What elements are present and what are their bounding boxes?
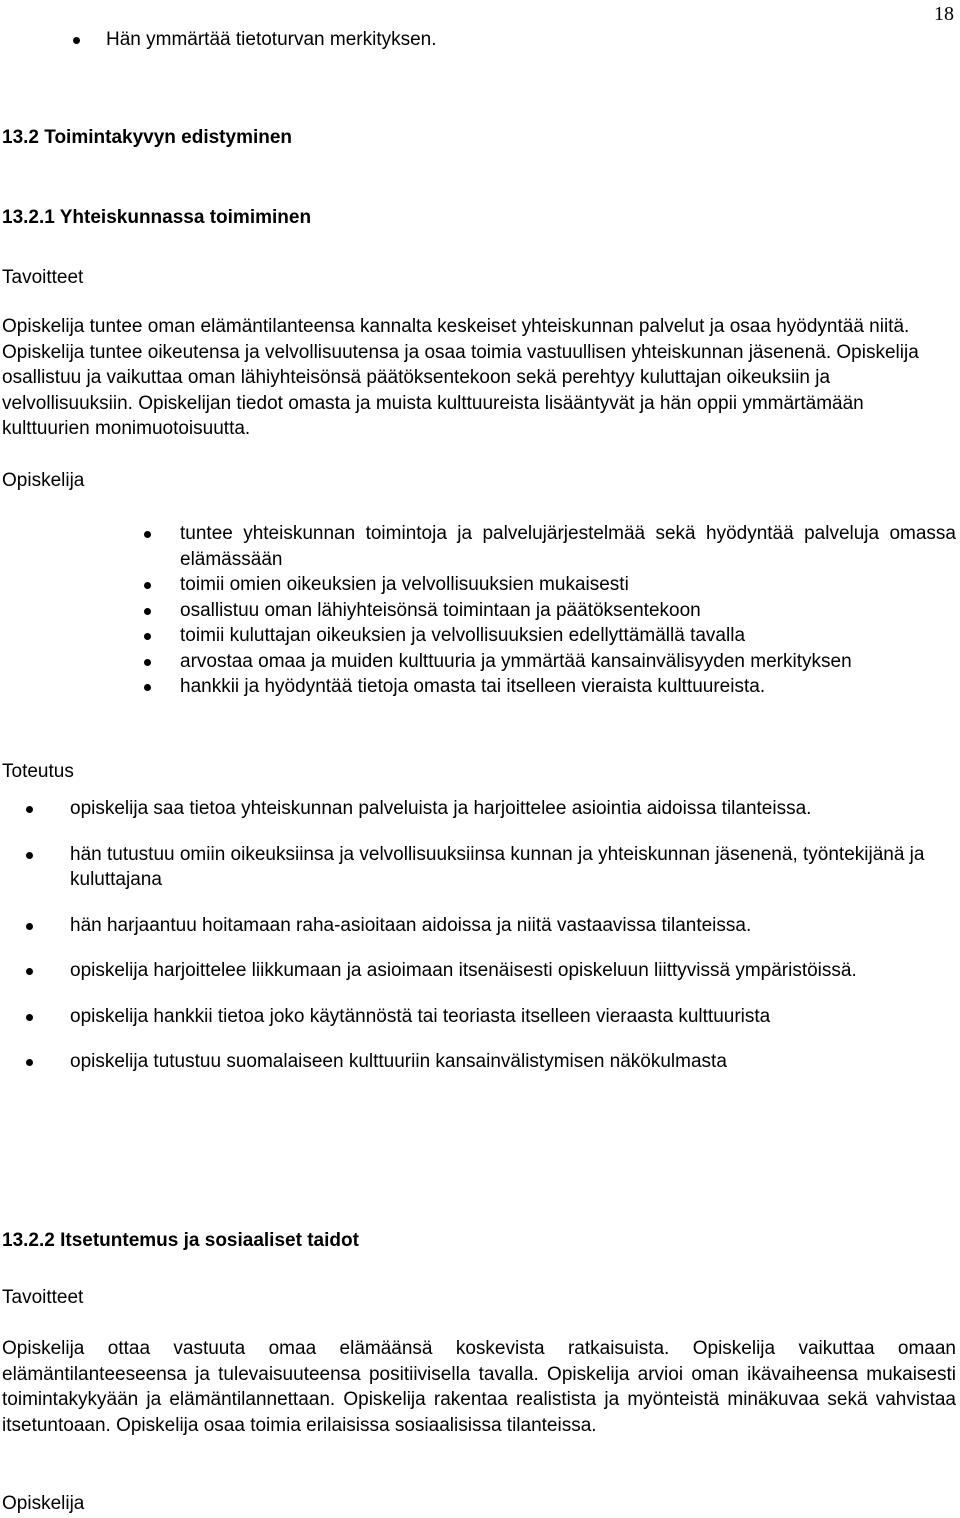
goals-paragraph: Opiskelija ottaa vastuuta omaa elämäänsä koskevista ratkaisuista. Opiskelija vaikuttaa omaan elämäntilanteeseensa ja tulevaisuuteensa positiivisella tavalla. Opiskelija arvioi oman ikävaiheensa mukaisesti toimintakykyään ja elämäntilannettaan. Opiskelija rakentaa realistista ja myönteistä minäkuvaa sekä vahvistaa itsetuntoaan. Opiskelija osaa toimia erilaisissa sosiaalisissa tilanteissa. xyxy=(2,1338,956,1436)
subsection-heading: 13.2.2 Itsetuntemus ja sosiaaliset taidot xyxy=(2,1230,359,1251)
list-item: tuntee yhteiskunnan toimintoja ja palvelujärjestelmää sekä hyödyntää palveluja omassa elämässään xyxy=(180,521,956,572)
list-item: opiskelija harjoittelee liikkumaan ja asioimaan itsenäisesti opiskeluun liittyvissä ympäristöissä. xyxy=(70,958,956,984)
goals-label: Tavoitteet xyxy=(2,267,84,288)
list-item: toimii omien oikeuksien ja velvollisuuksien mukaisesti xyxy=(180,572,956,598)
goals-paragraph: Opiskelija tuntee oman elämäntilanteensa kannalta keskeiset yhteiskunnan palvelut ja osaa hyödyntää niitä. Opiskelija tuntee oikeutensa ja velvollisuutensa ja osaa toimia vastuullisen yhteiskunnan jäsenenä. Opiskelija osallistuu ja vaikuttaa oman lähiyhteisönsä päätöksentekoon sekä perehtyy kuluttajan oikeuksiin ja velvollisuuksiin. Opiskelijan tiedot omasta ja muista kulttuureista lisääntyvät ja hän oppii ymmärtämään kulttuurien monimuotoisuutta. xyxy=(2,316,919,439)
implementation-bullet-list xyxy=(70,796,956,1075)
subsection-heading: 13.2.1 Yhteiskunnassa toimiminen xyxy=(2,207,312,228)
intro-bullet-list xyxy=(2,27,956,53)
implementation-label: Toteutus xyxy=(2,761,74,782)
list-item: opiskelija tutustuu suomalaiseen kulttuuriin kansainvälistymisen näkökulmasta xyxy=(70,1049,956,1075)
goals-label: Tavoitteet xyxy=(2,1287,84,1308)
list-item: arvostaa omaa ja muiden kulttuuria ja ymmärtää kansainvälisyyden merkityksen xyxy=(180,649,956,675)
page-number: 18 xyxy=(934,3,954,25)
list-item: toimii kuluttajan oikeuksien ja velvollisuuksien edellyttämällä tavalla xyxy=(180,623,956,649)
student-label: Opiskelija xyxy=(2,1493,85,1514)
student-label: Opiskelija xyxy=(2,470,85,491)
student-bullet-list xyxy=(180,521,956,700)
list-item: opiskelija saa tietoa yhteiskunnan palveluista ja harjoittelee asiointia aidoissa tilanteissa. xyxy=(70,796,956,822)
list-item: hän harjaantuu hoitamaan raha-asioitaan aidoissa ja niitä vastaavissa tilanteissa. xyxy=(70,913,956,939)
section-heading: 13.2 Toimintakyvyn edistyminen xyxy=(2,127,293,148)
list-item: opiskelija hankkii tietoa joko käytännöstä tai teoriasta itselleen vieraasta kulttuurista xyxy=(70,1004,956,1030)
list-item: hän tutustuu omiin oikeuksiinsa ja velvollisuuksiinsa kunnan ja yhteiskunnan jäsenenä, työntekijänä ja kuluttajana xyxy=(70,842,956,893)
list-item: Hän ymmärtää tietoturvan merkityksen. xyxy=(2,27,956,53)
list-item: hankkii ja hyödyntää tietoja omasta tai itselleen vieraista kulttuureista. xyxy=(180,674,956,700)
list-item: osallistuu oman lähiyhteisönsä toimintaan ja päätöksentekoon xyxy=(180,598,956,624)
